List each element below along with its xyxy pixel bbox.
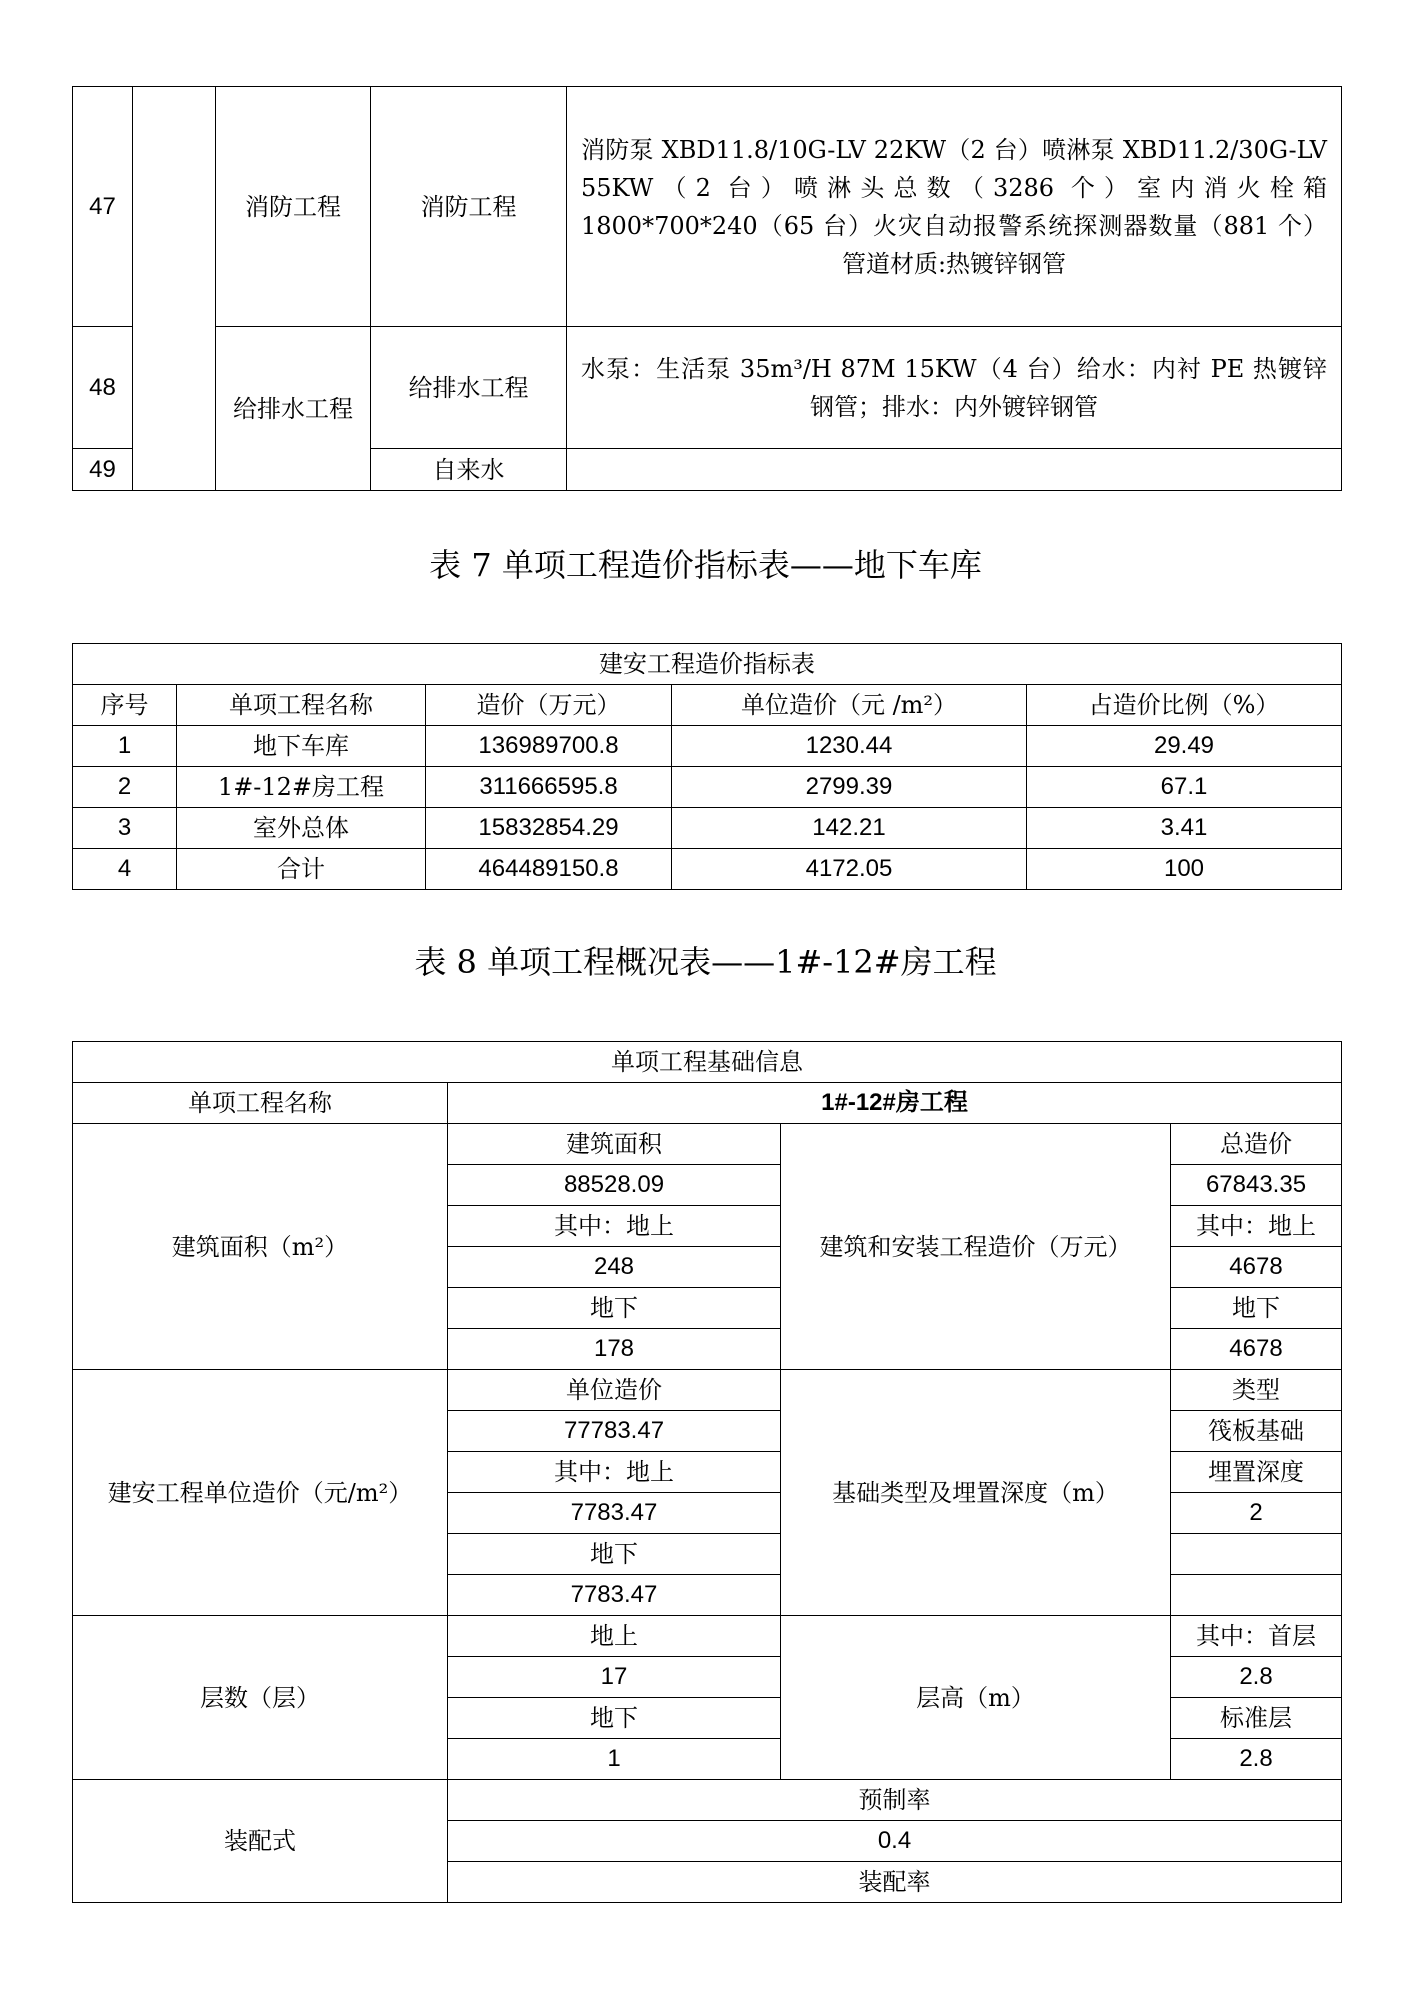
table-cell: 464489150.8 [426, 849, 672, 890]
table-cell: 地下 [1171, 1288, 1342, 1329]
table-row [73, 767, 1342, 808]
area-label: 建筑面积（m²） [73, 1124, 448, 1370]
table-cell: 筏板基础 [1171, 1411, 1342, 1452]
table-cell [1171, 1534, 1342, 1575]
table-cell: 7783.47 [448, 1493, 781, 1534]
table-cell: 178 [448, 1329, 781, 1370]
project-overview-table [72, 1041, 1342, 1903]
table-cell: 4 [73, 849, 177, 890]
table-row [73, 87, 1342, 327]
table-cell: 136989700.8 [426, 726, 672, 767]
item-cell: 消防工程 [371, 87, 567, 327]
table-cell [1171, 1575, 1342, 1616]
table-8-caption: 表 8 单项工程概况表——1#-12#房工程 [414, 943, 997, 981]
header-cell: 单位造价（元 /m²） [672, 685, 1027, 726]
floors-label: 层数（层） [73, 1616, 448, 1780]
table-cell: 2 [73, 767, 177, 808]
table-row [73, 849, 1342, 890]
foundation-label: 基础类型及埋置深度（m） [781, 1370, 1171, 1616]
prefab-label: 装配式 [73, 1780, 448, 1903]
table-cell: 77783.47 [448, 1411, 781, 1452]
table-cell: 4678 [1171, 1247, 1342, 1288]
table-cell: 67843.35 [1171, 1165, 1342, 1206]
table-cell: 2.8 [1171, 1657, 1342, 1698]
table-cell: 248 [448, 1247, 781, 1288]
table-cell: 29.49 [1027, 726, 1342, 767]
group-cell [133, 87, 216, 491]
category-cell: 消防工程 [216, 87, 371, 327]
table-cell: 7783.47 [448, 1575, 781, 1616]
table-cell: 其中：地上 [1171, 1206, 1342, 1247]
equipment-table [72, 86, 1342, 491]
table-title: 单项工程基础信息 [73, 1042, 1342, 1083]
table-title-row [73, 644, 1342, 685]
table-cell: 地下车库 [177, 726, 426, 767]
description-cell: 消防泵 XBD11.8/10G-LV 22KW（2 台）喷淋泵 XBD11.2/30G-LV 55KW（2 台）喷淋头总数（3286 个）室内消火栓箱 1800*700*240（65 台）火灾自动报警系统探测器数量（881 个）管道材质:热镀锌钢管 [567, 87, 1342, 327]
row-number: 48 [73, 327, 133, 449]
project-name-label: 单项工程名称 [73, 1083, 448, 1124]
table-cell: 1230.44 [672, 726, 1027, 767]
description-cell [567, 449, 1342, 491]
project-name-value: 1#-12#房工程 [448, 1083, 1342, 1124]
header-cell: 占造价比例（%） [1027, 685, 1342, 726]
table-cell: 埋置深度 [1171, 1452, 1342, 1493]
item-cell: 自来水 [371, 449, 567, 491]
table-title: 建安工程造价指标表 [73, 644, 1342, 685]
table-cell: 3.41 [1027, 808, 1342, 849]
table-cell: 4678 [1171, 1329, 1342, 1370]
category-cell: 给排水工程 [216, 327, 371, 491]
table-cell: 0.4 [448, 1821, 1342, 1862]
table-cell: 建筑面积 [448, 1124, 781, 1165]
table-cell: 其中：地上 [448, 1452, 781, 1493]
row-number: 47 [73, 87, 133, 327]
table-cell: 预制率 [448, 1780, 1342, 1821]
table-cell: 15832854.29 [426, 808, 672, 849]
table-cell: 1 [448, 1739, 781, 1780]
table-cell: 合计 [177, 849, 426, 890]
table-cell: 3 [73, 808, 177, 849]
table-row [73, 1616, 1342, 1657]
cost-label: 建筑和安装工程造价（万元） [781, 1124, 1171, 1370]
row-number: 49 [73, 449, 133, 491]
table-cell: 类型 [1171, 1370, 1342, 1411]
table-cell: 其中：地上 [448, 1206, 781, 1247]
table-cell: 地下 [448, 1288, 781, 1329]
table-row [73, 726, 1342, 767]
table-row [73, 1370, 1342, 1411]
table-cell: 311666595.8 [426, 767, 672, 808]
table-cell: 其中：首层 [1171, 1616, 1342, 1657]
table-7-caption: 表 7 单项工程造价指标表——地下车库 [429, 546, 982, 584]
table-cell: 100 [1027, 849, 1342, 890]
table-row [73, 327, 1342, 449]
table-cell: 标准层 [1171, 1698, 1342, 1739]
cost-index-table [72, 643, 1342, 890]
table-cell: 地下 [448, 1698, 781, 1739]
table-cell: 地上 [448, 1616, 781, 1657]
table-cell: 2.8 [1171, 1739, 1342, 1780]
table-cell: 1 [73, 726, 177, 767]
table-header-row [73, 685, 1342, 726]
table-cell: 4172.05 [672, 849, 1027, 890]
table-cell: 142.21 [672, 808, 1027, 849]
table-cell: 2799.39 [672, 767, 1027, 808]
table-cell: 装配率 [448, 1862, 1342, 1903]
unit-cost-label: 建安工程单位造价（元/m²） [73, 1370, 448, 1616]
header-cell: 单项工程名称 [177, 685, 426, 726]
table-row [73, 808, 1342, 849]
header-cell: 造价（万元） [426, 685, 672, 726]
table-row [73, 1083, 1342, 1124]
table-cell: 地下 [448, 1534, 781, 1575]
table-title-row [73, 1042, 1342, 1083]
table-cell: 2 [1171, 1493, 1342, 1534]
description-cell: 水泵：生活泵 35m³/H 87M 15KW（4 台）给水：内衬 PE 热镀锌钢管；排水：内外镀锌钢管 [567, 327, 1342, 449]
table-cell: 88528.09 [448, 1165, 781, 1206]
table-cell: 总造价 [1171, 1124, 1342, 1165]
item-cell: 给排水工程 [371, 327, 567, 449]
table-cell: 17 [448, 1657, 781, 1698]
table-cell: 1#-12#房工程 [177, 767, 426, 808]
table-cell: 67.1 [1027, 767, 1342, 808]
table-row [73, 1780, 1342, 1821]
header-cell: 序号 [73, 685, 177, 726]
table-cell: 室外总体 [177, 808, 426, 849]
table-row [73, 1124, 1342, 1165]
table-cell: 单位造价 [448, 1370, 781, 1411]
floor-height-label: 层高（m） [781, 1616, 1171, 1780]
